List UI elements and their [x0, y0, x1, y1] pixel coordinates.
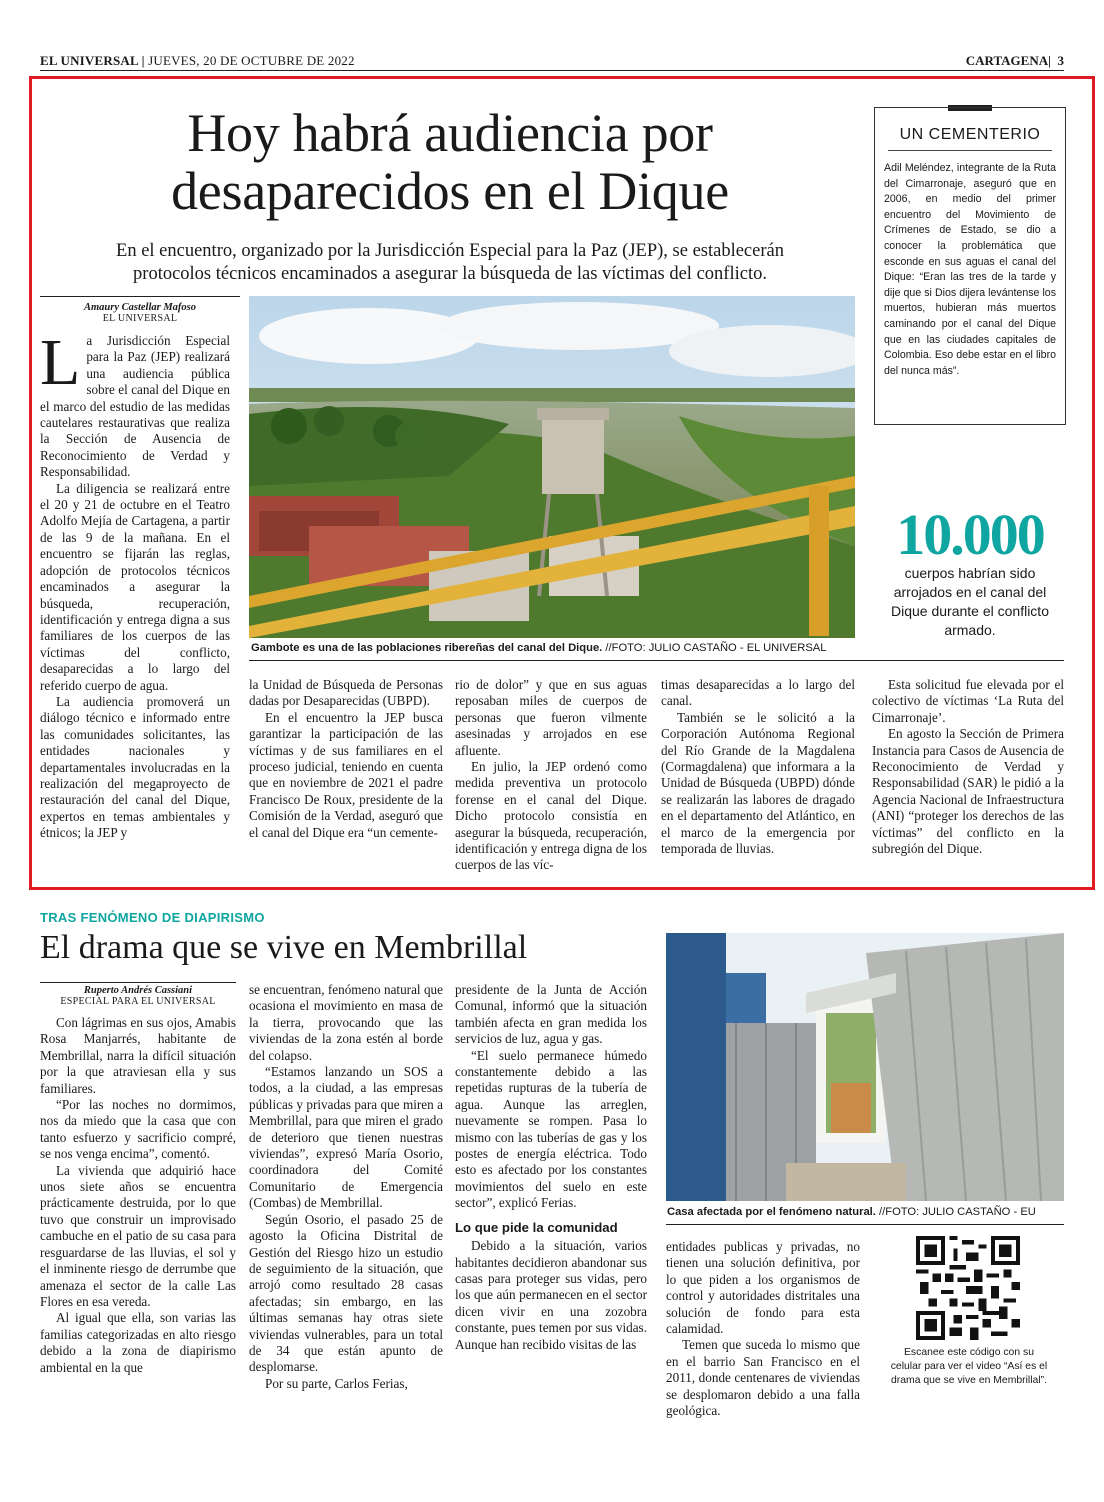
photo2-caption — [667, 1206, 1067, 1218]
article2-byline — [40, 985, 236, 1007]
paragraph: “Estamos lanzando un SOS a todos, a la ciudad, a las empresas públicas y privadas para que miren a Membrillal, para que miren el grado de deterioro que tienen nuestras viviendas”, expresó María Osorio, coordinadora del Comité Comunitario de Emergencia (Combas) de Membrillal. — [249, 1064, 443, 1211]
paragraph: Al igual que ella, son varias las familias categorizadas en alto riesgo debido a la zona de diapirismo ambiental en la que — [40, 1310, 236, 1375]
photo-canal-del-dique — [249, 296, 855, 638]
sidebar-text: Adil Meléndez, integrante de la Ruta del Cimarronaje, aseguró que en 2006, en medio del primer encuentro del Movimiento de Crímenes de Estado, se dio a conocer la problemática que esconde en sus aguas el canal del Dique: “Eran las tres de la tarde y dije que si Dios dijera levántense los muertos, hubieran más muertos caminando por el canal del Dique que en las ciudades capitales de Colombia. Eso debe estar en el libro del nunca más”. — [884, 162, 1056, 377]
article2-kicker: TRAS FENÓMENO DE DIAPIRISMO — [40, 910, 265, 925]
headline-line-2: desaparecidos en el Dique — [171, 161, 729, 221]
subhead: Lo que pide la comunidad — [455, 1219, 618, 1235]
photo-credit: //FOTO: JULIO CASTAÑO - EU — [879, 1206, 1036, 1218]
article2-column-4 — [666, 1239, 860, 1419]
photo-illustration — [666, 933, 1064, 1201]
masthead-date: JUEVES, 20 DE OCTUBRE DE 2022 — [148, 53, 355, 68]
caption2-rule — [666, 1224, 1064, 1225]
paragraph: Con lágrimas en sus ojos, Amabis Rosa Manjarrés, habitante de Membrillal, narra la difícil situación por la que atraviesan ella y sus familiares. — [40, 1015, 236, 1096]
photo-damaged-house — [666, 933, 1064, 1201]
paragraph: La diligencia se realizará entre el 20 y 21 de octubre en el Teatro Adolfo Mejía de Cartagena, a partir de las 9 de la mañana. En el encuentro se fijarán las reglas, adopción de protocolos técnicos encaminados a asegurar la búsqueda, recuperación, identificación y entrega digna a sus familiares de los cuerpos de las víctimas del conflicto, desaparecidas a lo largo del referido cuerpo de agua. — [40, 480, 230, 693]
headline-line-1: Hoy habrá audiencia por — [187, 103, 713, 163]
paragraph: En el encuentro la JEP busca garantizar la participación de las víctimas y de sus familiares en el proceso judicial, teniendo en cuenta que en noviembre de 2021 el padre Francisco De Roux, presidente de la Comisión de la Verdad, aseguró que el canal del Dique era “un cemente- — [249, 709, 443, 840]
sidebar-title: UN CEMENTERIO — [899, 126, 1041, 143]
section-name: CARTAGENA — [965, 53, 1049, 68]
paragraph: En agosto la Sección de Primera Instancia para Casos de Ausencia de Reconocimiento de Verdad y Responsabilidad (SAR) le pidió a la Agencia Nacional de Infraestructura (ANI) “proteger los derechos de las víctimas” del conflicto en la subregión del Dique. — [872, 726, 1064, 857]
article1-byline — [40, 302, 240, 324]
paragraph: La vivienda que adquirió hace unos siete años se encuentra prácticamente destruida, por lo que tuvo que construir un improvisado cambuche en el patio de su casa para resguardarse de las lluvias, el sol y el inminente riesgo de derrumbe que amenaza el sector de la calle Las Flores en esa vereda. — [40, 1162, 236, 1309]
article2-headline: El drama que se vive en Membrillal — [40, 929, 528, 966]
article1-deck — [60, 240, 840, 286]
photo1-caption — [251, 642, 851, 654]
paragraph: “El suelo permanece húmedo constantemente debido a las repetidas rupturas de la tubería de agua. Aunque las arreglen, nuevamente se rompen. Pasa lo mismo con las tuberías de gas y los postes de energía eléctrica. Todo esto es afectado por los constantes movimientos del suelo en este sector”, explicó Ferias. — [455, 1047, 647, 1211]
masthead-right: CARTAGENA| 3 — [965, 53, 1064, 68]
paragraph: También se le solicitó a la Corporación Autónoma Regional del Río Grande de la Magdalena (Cormagdalena) que informara a la Unidad de Búsqueda (UBPD) dónde se realizarán las labores de dragado en el departamento del Atlántico, en el marco de la emergencia por temporada de lluvias. — [661, 709, 855, 857]
photo-credit: //FOTO: JULIO CASTAÑO - EL UNIVERSAL — [605, 642, 827, 654]
caption-rule — [249, 660, 1064, 661]
header-rule — [40, 70, 1064, 71]
article2-column-1 — [40, 1015, 236, 1376]
byline-organization: EL UNIVERSAL — [102, 313, 178, 324]
paragraph: timas desaparecidas a lo largo del canal. — [661, 677, 855, 709]
paragraph: Temen que suceda lo mismo que en el barrio San Francisco en el 2011, donde centenares de viviendas se desplomaron debido a una falla geológica. — [666, 1337, 860, 1419]
paragraph: rio de dolor” y que en sus aguas reposaban miles de cuerpos de personas que fueron vilmente asesinadas y arrojados en ese afluente. — [455, 677, 647, 758]
article1-column-5 — [872, 677, 1064, 857]
paragraph: Por su parte, Carlos Ferias, — [265, 1375, 408, 1391]
article1-column-4 — [661, 677, 855, 857]
page-number: 3 — [1057, 53, 1064, 68]
caption-text: Casa afectada por el fenómeno natural. — [667, 1206, 876, 1218]
paragraph: a Jurisdicción Especial para la Paz (JEP) realizará una audiencia pública sobre el canal del Dique en el marco del estudio de las medidas cautelares restaurativas que realiza la Sección de Ausencia de Reconocimiento de Verdad y Responsabilidad. — [40, 333, 230, 480]
stat-text: cuerpos habrían sido arrojados en el canal del Dique durante el conflicto armado. — [891, 565, 1049, 638]
deck-line-2: protocolos técnicos encaminados a asegurar la búsqueda de las víctimas del conflicto. — [133, 264, 767, 284]
paper-name: EL UNIVERSAL — [40, 53, 139, 68]
photo-illustration — [249, 296, 855, 638]
byline-organization: ESPECIAL PARA EL UNIVERSAL — [60, 996, 216, 1007]
stat-number: 10.000 — [896, 502, 1044, 567]
paragraph: En julio, la JEP ordenó como medida preventiva un protocolo forense en el canal del Dique. Dicho protocolo consistía en asegurar la búsqueda, recuperación, identificación y entrega digna de los cuerpos de las víc- — [455, 759, 647, 873]
qr-code[interactable] — [916, 1236, 1020, 1340]
masthead-left: EL UNIVERSAL | JUEVES, 20 DE OCTUBRE DE 2022 — [40, 53, 355, 68]
paragraph: Según Osorio, el pasado 25 de agosto la Oficina Distrital de Gestión del Riesgo hizo un estudio de seguimiento de la situación, que arrojó como resultado 28 casas afectadas; sin embargo, en las últimas semanas hay otras siete viviendas vulnerables, para un total de 34 que están apunto de desplomarse. — [249, 1211, 443, 1375]
paragraph: presidente de la Junta de Acción Comunal, informó que la situación también afecta en gran medida los servicios de luz, agua y gas. — [455, 982, 647, 1047]
qr-instructions: Escanee este código con su celular para ver el video “Así es el drama que se vive en Membrillal”. — [890, 1347, 1048, 1386]
sidebar-box — [874, 107, 1066, 425]
dropcap: L — [40, 333, 81, 399]
paragraph: se encuentran, fenómeno natural que ocasiona el movimiento en masa de la tierra, provocando que las viviendas de la zona estén al borde del colapso. — [249, 982, 443, 1063]
paragraph: la Unidad de Búsqueda de Personas dadas por Desaparecidas (UBPD). — [249, 677, 443, 709]
paragraph: La audiencia promoverá un diálogo técnico e informado entre las comunidades solicitantes, las entidades nacionales y departamentales involucradas en la realización del megaproyecto de restauración del canal del Dique, expertos en temas ambientales y étnicos; la JEP y — [40, 693, 230, 841]
article1-column-3 — [455, 677, 647, 874]
sidebar-divider — [888, 150, 1052, 151]
caption-text: Gambote es una de las poblaciones ribereñas del canal del Dique. — [251, 642, 603, 654]
paragraph: “Por las noches no dormimos, nos da miedo que la casa que con tanto esfuerzo y sacrificio compré, se nos venga encima”, comentó. — [40, 1097, 236, 1162]
byline2-rule — [40, 982, 236, 983]
article1-column-2 — [249, 677, 443, 841]
article2-column-2 — [249, 982, 443, 1392]
paragraph: Debido a la situación, varios habitantes decidieron abandonar sus casas para proteger sus vidas, pero los que aún permanecen en el sector dicen vivir en una zozobra constante, pues temen por sus vidas. Aunque han recibido visitas de las — [455, 1238, 647, 1352]
qr-code-icon — [916, 1236, 1020, 1340]
deck-line-1: En el encuentro, organizado por la Jurisdicción Especial para la Paz (JEP), se establecerán — [116, 241, 784, 261]
paragraph: Esta solicitud fue elevada por el colectivo de víctimas ‘La Ruta del Cimarronaje’. — [872, 677, 1064, 725]
paragraph: entidades publicas y privadas, no tienen una solución definitiva, por lo que piden a los organismos de control y autoridades distritales una solución de fondo para esta calamidad. — [666, 1239, 860, 1337]
byline-author: Ruperto Andrés Cassiani — [83, 985, 193, 996]
article1-headline — [50, 104, 850, 220]
byline-author: Amaury Castellar Mafoso — [83, 302, 196, 313]
byline-rule — [40, 296, 240, 297]
article2-column-3 — [455, 982, 647, 1353]
article1-column-1 — [40, 333, 230, 883]
